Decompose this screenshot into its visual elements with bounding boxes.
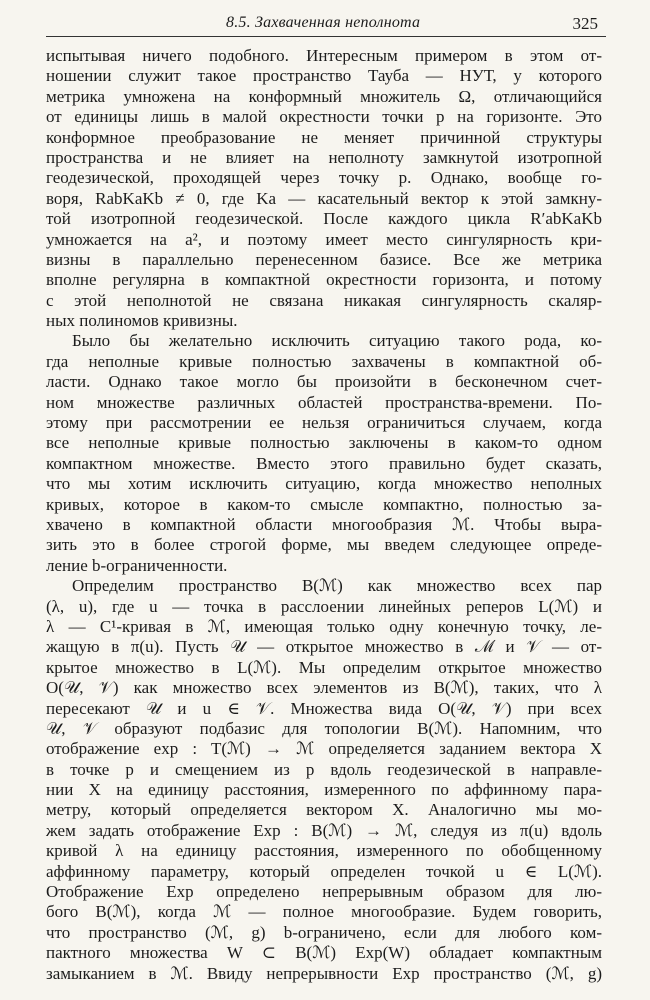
paragraph-3 (46, 576, 602, 984)
text-line: пактного множества W ⊂ B(ℳ) Exp(W) обладает компактным (46, 943, 602, 963)
text-line: этому при рассмотрении ее нельзя ограничиться случаем, когда (46, 413, 602, 433)
text-line: ласти. Однако такое могло бы произойти в бесконечном счет- (46, 372, 602, 392)
page-header (46, 12, 606, 37)
text-line: (λ, u), где u — точка в расслоении линейных реперов L(ℳ) и (46, 596, 602, 616)
running-title: 8.5. Захваченная неполнота (226, 14, 421, 31)
text-line: пространства и не влияет на неполноту замкнутой изотропной (46, 147, 602, 167)
text-line: ношении служит такое пространство Тауба — НУТ, у которого (46, 66, 602, 86)
text-line: кривой λ на единицу расстояния, измеренного по обобщенному (46, 841, 602, 861)
paragraph-1 (46, 46, 602, 331)
text-line: что мы хотим исключить ситуацию, когда множество неполных (46, 474, 602, 494)
text-line: нии X на единицу расстояния, измеренного по аффинному пара- (46, 780, 602, 800)
text-line: бого B(ℳ), когда ℳ — полное многообразие. Будем говорить, (46, 902, 602, 922)
text-line: ном множестве различных областей пространства-времени. По- (46, 392, 602, 412)
text-line: ление b-ограниченности. (46, 555, 228, 575)
text-line: ных полиномов кривизны. (46, 311, 238, 331)
text-line: с этой неполнотой не связана никакая сингулярность скаляр- (46, 290, 602, 310)
paragraph-2 (46, 331, 602, 576)
text-line: Отображение Exp определено непрерывным образом для лю- (46, 882, 602, 902)
text-line: жем задать отображение Exp : B(ℳ) → ℳ, следуя из π(u) вдоль (46, 820, 602, 840)
text-line: замыканием в ℳ. Ввиду непрерывности Exp пространство (ℳ, g) (46, 963, 602, 983)
text-line: метру, который определяется вектором X. Аналогично мы мо- (46, 800, 602, 820)
text-line: что пространство (ℳ, g) b-ограничено, если для любого ком- (46, 922, 602, 942)
text-line: компактном множестве. Вместо этого правильно будет сказать, (46, 453, 602, 473)
text-line: O(𝒰, 𝒱) как множество всех элементов из B(ℳ), таких, что λ (46, 678, 602, 698)
text-line: пересекают 𝒰 и u ∈ 𝒱. Множества вида O(𝒰, 𝒱) при всех (46, 698, 602, 718)
text-line: испытывая ничего подобного. Интересным примером в этом от- (46, 46, 602, 65)
text-line: воря, RabKaKb ≠ 0, где Ka — касательный вектор к этой замкну- (46, 188, 602, 208)
text-line: конформное преобразование не меняет причинной структуры (46, 127, 602, 147)
text-line: крытое множество в L(ℳ). Мы определим открытое множество (46, 657, 602, 677)
text-line: хвачено в компактной области многообразия ℳ. Чтобы выра- (46, 514, 602, 534)
text-line: λ — C¹-кривая в ℳ, имеющая только одну конечную точку, ле- (46, 616, 602, 636)
text-line: вполне регулярна в компактной окрестности горизонта, и потому (46, 270, 602, 290)
text-line: 𝒰, 𝒱 образуют подбазис для топологии B(ℳ). Напомним, что (46, 718, 602, 738)
text-line: умножается на a², и поэтому имеет место сингулярность кри- (46, 229, 602, 249)
text-line: кривых, которое в каком-то смысле компактно, полностью за- (46, 494, 602, 514)
text-line: гда неполные кривые полностью захвачены в компактной об- (46, 351, 602, 371)
text-line: отображение exp : T(ℳ) → ℳ определяется заданием вектора X (46, 739, 602, 759)
page-number: 325 (572, 14, 598, 33)
text-line: зить это в более строгой форме, мы введем следующее опреде- (46, 535, 602, 555)
text-line: той изотропной геодезической. После каждого цикла R′abKaKb (46, 209, 602, 229)
text-line: в точке p и смещением из p вдоль геодезической в направле- (46, 759, 602, 779)
text-line: визны в параллельно перенесенном базисе. Все же метрика (46, 249, 602, 269)
body-text (46, 46, 602, 984)
text-line: от единицы лишь в малой окрестности точки p на горизонте. Это (46, 107, 602, 127)
text-line: метрика умножена на конформный множитель Ω, отличающийся (46, 86, 602, 106)
text-line: аффинному параметру, который определен точкой u ∈ L(ℳ). (46, 861, 602, 881)
text-line: Определим пространство B(ℳ) как множество всех пар (72, 576, 602, 596)
text-line: все неполные кривые полностью заключены в каком-то одном (46, 433, 602, 453)
text-line: Было бы желательно исключить ситуацию такого рода, ко- (72, 331, 602, 351)
text-line: геодезической, проходящей через точку p. Однако, вообще го- (46, 168, 602, 188)
text-line: жащую в π(u). Пусть 𝒰 — открытое множество в ℳ и 𝒱 — от- (46, 637, 602, 657)
